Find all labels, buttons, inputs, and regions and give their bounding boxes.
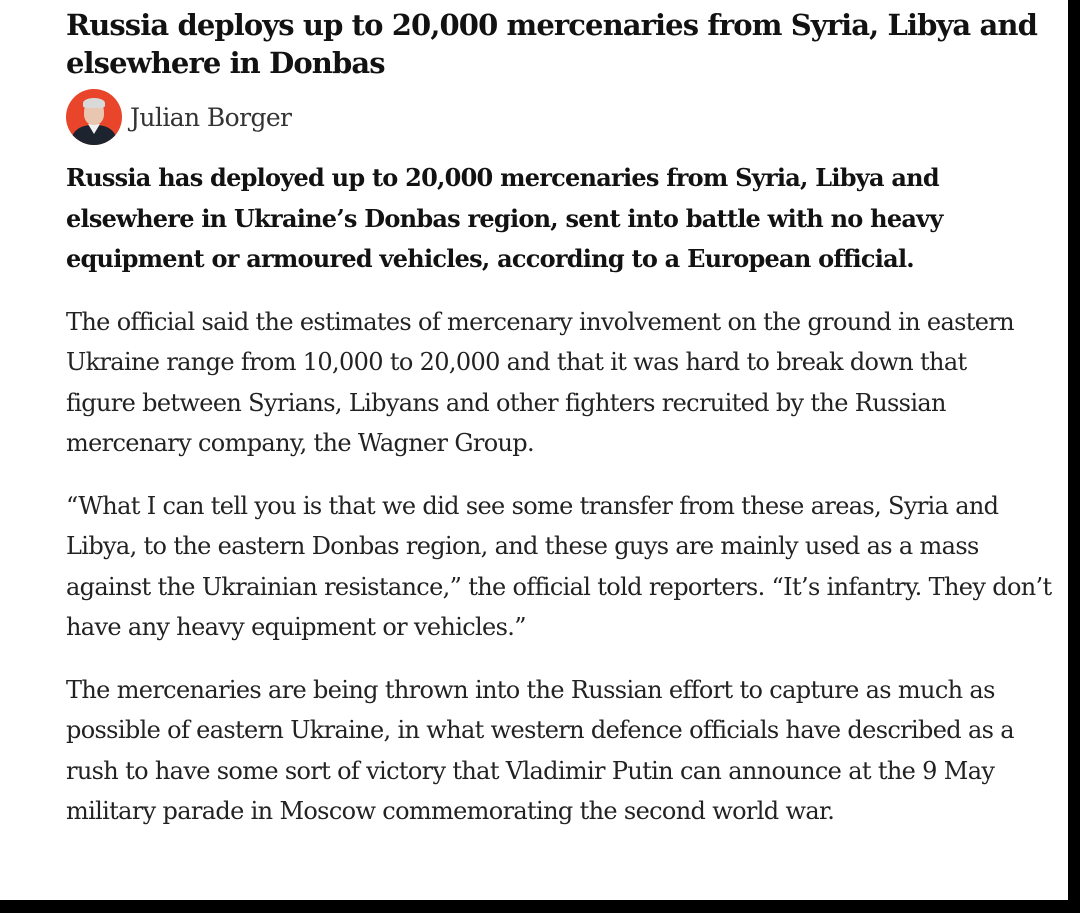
byline [66,88,1056,146]
article-standfirst: Russia has deployed up to 20,000 mercenaries from Syria, Libya and elsewhere in Ukraine’s Donbas region, sent into battle with no heavy equipment or armoured vehicles, according to a European official. [66,163,943,273]
article-headline[interactable]: Russia deploys up to 20,000 mercenaries from Syria, Libya and elsewhere in Donbas [66,8,1037,80]
author-name-link[interactable]: Julian Borger [130,102,292,132]
article [66,6,1056,832]
author-avatar[interactable] [66,89,122,145]
article-paragraph-1: The official said the estimates of mercenary involvement on the ground in eastern Ukraine range from 10,000 to 20,000 and that it was hard to break down that figure between Syrians, Libyans and other fighters recruited by the Russian mercenary company, the Wagner Group. [66,307,1014,457]
avatar-hair-shape [83,98,105,108]
article-paragraph-3: The mercenaries are being thrown into the Russian effort to capture as much as possible of eastern Ukraine, in what western defence officials have described as a rush to have some sort of victory that Vladimir Putin can announce at the 9 May military parade in Moscow commemorating the second world war. [66,675,1014,825]
article-paragraph-2: “What I can tell you is that we did see some transfer from these areas, Syria and Libya, to the eastern Donbas region, and these guys are mainly used as a mass against the Ukrainian resistance,” the official told reporters. “It’s infantry. They don’t have any heavy equipment or vehicles.” [66,491,1052,641]
